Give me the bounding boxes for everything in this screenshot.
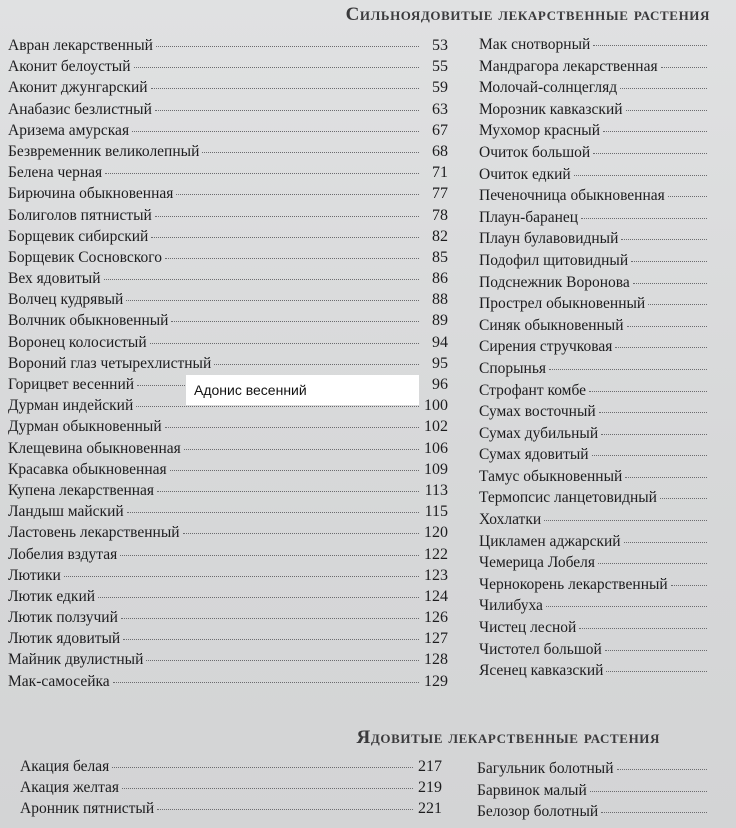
index-entry <box>479 166 736 188</box>
dot-leader <box>668 196 707 197</box>
dot-leader <box>64 576 419 577</box>
entry-page-number: 217 <box>418 758 442 775</box>
entry-name: Мандрагора лекарственная <box>479 57 658 75</box>
index-entry <box>479 360 736 382</box>
entry-name: Волчник обыкновенный <box>8 312 169 330</box>
dot-leader <box>156 46 419 47</box>
entry-name: Мак снотворный <box>479 36 591 53</box>
index-entry <box>479 187 736 209</box>
dot-leader <box>112 767 413 768</box>
dot-leader <box>104 279 419 280</box>
dot-leader <box>132 131 419 132</box>
dot-leader <box>589 391 707 392</box>
dot-leader <box>113 682 419 683</box>
entry-name: Болиголов пятнистый <box>8 206 152 224</box>
dot-leader <box>146 660 419 661</box>
entry-name: Сумах ядовитый <box>479 446 589 464</box>
entry-name: Ясенец кавказский <box>479 662 604 680</box>
entry-name: Чилибуха <box>479 597 543 615</box>
index-entry <box>8 249 448 270</box>
index-entry <box>479 597 736 619</box>
entry-page-number: 127 <box>424 630 448 648</box>
index-entry <box>479 122 736 144</box>
index-entry <box>479 274 736 296</box>
entry-name: Чистец лесной <box>479 619 577 637</box>
index-entry <box>479 403 736 425</box>
dot-leader <box>671 585 707 586</box>
entry-page-number: 82 <box>432 227 448 245</box>
section-title-strong: Сильноядовитые лекарственные растения <box>345 4 710 25</box>
dot-leader <box>150 343 419 344</box>
index-entry <box>479 252 736 274</box>
dot-leader <box>151 88 419 89</box>
dot-leader <box>592 455 707 456</box>
entry-name: Вех ядовитый <box>8 270 101 288</box>
entry-name: Горицвет весенний <box>8 376 135 393</box>
dot-leader <box>105 173 419 174</box>
entry-name: Прострел обыкновенный <box>479 295 646 313</box>
entry-name: Подснежник Воронова <box>479 273 630 291</box>
index-column-left <box>8 37 448 694</box>
dot-leader <box>165 258 419 259</box>
index-entry <box>8 609 448 630</box>
entry-name: Тамус обыкновенный <box>479 467 623 485</box>
entry-name: Плаун-баранец <box>479 208 579 226</box>
index-entry <box>477 782 736 804</box>
entry-page-number: 89 <box>432 312 448 330</box>
dot-leader <box>157 809 413 810</box>
index-entry <box>477 760 736 782</box>
entry-name: Лютики <box>8 566 61 584</box>
dot-leader <box>98 597 419 598</box>
entry-page-number: 219 <box>418 779 442 797</box>
entry-name: Мухомор красный <box>479 122 600 140</box>
dot-leader <box>544 520 707 521</box>
entry-page-number: 67 <box>432 121 448 139</box>
entry-page-number: 129 <box>424 672 448 690</box>
dot-leader <box>593 153 707 154</box>
index-column-left-2 <box>20 758 442 822</box>
index-entry <box>8 58 448 79</box>
entry-page-number: 77 <box>432 185 448 203</box>
section-title-poison: Ядовитые лекарственные растения <box>356 727 660 748</box>
index-entry <box>479 79 736 101</box>
dot-leader <box>574 175 707 176</box>
entry-name: Лобелия вздутая <box>8 545 118 563</box>
dot-leader <box>590 791 707 792</box>
index-entry <box>479 144 736 166</box>
entry-name: Цикламен аджарский <box>479 532 621 550</box>
entry-page-number: 124 <box>424 587 448 605</box>
index-entry <box>479 554 736 576</box>
dot-leader <box>648 304 707 305</box>
entry-name: Анабазис безлистный <box>8 100 152 118</box>
entry-page-number: 94 <box>432 333 448 351</box>
entry-page-number: 122 <box>424 545 448 563</box>
index-entry <box>479 468 736 490</box>
index-entry <box>20 758 442 779</box>
entry-name: Борщевик сибирский <box>8 227 149 245</box>
index-entry <box>8 291 448 312</box>
entry-name: Воронец колосистый <box>8 333 147 351</box>
dot-leader <box>126 300 419 301</box>
entry-name: Красавка обыкновенная <box>8 460 167 478</box>
entry-name: Лютик ползучий <box>8 609 118 627</box>
dot-leader <box>165 427 419 428</box>
entry-page-number: 88 <box>432 291 448 309</box>
entry-page-number: 115 <box>424 503 448 521</box>
index-entry <box>8 79 448 100</box>
dot-leader <box>599 412 707 413</box>
index-entry <box>20 800 442 821</box>
dot-leader <box>633 283 707 284</box>
entry-page-number: 68 <box>432 142 448 160</box>
entry-name: Клещевина обыкновенная <box>8 439 181 457</box>
entry-page-number: 123 <box>424 566 448 584</box>
dot-leader <box>601 812 707 813</box>
entry-page-number: 113 <box>424 481 448 499</box>
index-entry <box>479 338 736 360</box>
index-entry <box>8 546 448 567</box>
entry-page-number: 86 <box>432 270 448 288</box>
index-entry <box>8 143 448 164</box>
index-entry <box>479 641 736 663</box>
index-column-right <box>479 36 736 684</box>
index-entry <box>479 317 736 339</box>
entry-name: Барвинок малый <box>477 781 587 799</box>
entry-name: Молочай-солнцегляд <box>479 79 618 97</box>
dot-leader <box>603 131 707 132</box>
index-entry <box>8 228 448 249</box>
entry-name: Подофил щитовидный <box>479 251 629 269</box>
entry-page-number: 63 <box>432 100 448 118</box>
index-entry <box>8 630 448 651</box>
entry-name: Аризема амурская <box>8 121 130 139</box>
entry-name: Аконит белоустый <box>8 58 131 76</box>
dot-leader <box>621 239 707 240</box>
entry-name: Сумах дубильный <box>479 424 599 442</box>
index-entry <box>479 489 736 511</box>
dot-leader <box>120 555 419 556</box>
entry-name: Сумах восточный <box>479 403 596 421</box>
entry-page-number: 95 <box>432 354 448 372</box>
entry-name: Акация белая <box>20 758 110 775</box>
index-entry <box>8 651 448 672</box>
entry-name: Очиток едкий <box>479 165 571 183</box>
entry-page-number: 53 <box>432 37 448 54</box>
dot-leader <box>660 498 707 499</box>
dot-leader <box>627 326 708 327</box>
index-entry <box>479 576 736 598</box>
index-entry <box>479 295 736 317</box>
index-entry <box>479 619 736 641</box>
index-entry <box>8 588 448 609</box>
entry-name: Авран лекарственный <box>8 37 153 54</box>
entry-name: Купена лекарственная <box>8 481 155 499</box>
dot-leader <box>617 769 708 770</box>
entry-page-number: 120 <box>424 524 448 542</box>
dot-leader <box>176 194 419 195</box>
entry-name: Лютик едкий <box>8 587 96 605</box>
index-entry <box>479 425 736 447</box>
index-entry <box>8 418 448 439</box>
entry-name: Бирючина обыкновенная <box>8 185 174 203</box>
index-column-right-2 <box>477 760 736 825</box>
index-entry <box>8 524 448 545</box>
index-entry <box>8 482 448 503</box>
dot-leader <box>601 434 707 435</box>
dot-leader <box>170 470 419 471</box>
entry-name: Хохлатки <box>479 511 542 529</box>
entry-name: Вороний глаз четырехлистный <box>8 354 212 372</box>
index-entry <box>479 101 736 123</box>
index-entry <box>8 37 448 58</box>
entry-name: Чернокорень лекарственный <box>479 575 668 593</box>
entry-page-number: 100 <box>424 397 448 415</box>
dot-leader <box>620 88 707 89</box>
entry-page-number: 71 <box>432 164 448 182</box>
entry-name: Очиток большой <box>479 143 591 161</box>
entry-page-number: 59 <box>432 79 448 97</box>
entry-name: Борщевик Сосновского <box>8 248 162 266</box>
index-entry <box>8 185 448 206</box>
entry-name: Аронник пятнистый <box>20 800 155 818</box>
dot-leader <box>136 406 419 407</box>
index-entry <box>479 533 736 555</box>
dot-leader <box>155 110 419 111</box>
index-entry <box>8 164 448 185</box>
dot-leader <box>171 321 419 322</box>
dot-leader <box>134 67 420 68</box>
dot-leader <box>202 152 419 153</box>
entry-name: Спорынья <box>479 359 547 377</box>
entry-page-number: 78 <box>432 206 448 224</box>
entry-name: Синяк обыкновенный <box>479 316 624 334</box>
entry-page-number: 106 <box>424 439 448 457</box>
index-entry <box>8 503 448 524</box>
index-entry <box>479 382 736 404</box>
dot-leader <box>593 45 707 46</box>
entry-page-number: 85 <box>432 248 448 266</box>
dot-leader <box>624 542 707 543</box>
entry-name: Печеночница обыкновенная <box>479 187 665 205</box>
index-entry <box>479 36 736 58</box>
entry-name: Чемерица Лобеля <box>479 554 596 572</box>
entry-name: Волчец кудрявый <box>8 291 124 309</box>
entry-page-number: 96 <box>432 376 448 393</box>
entry-name: Чистотел большой <box>479 640 602 658</box>
index-entry <box>8 440 448 461</box>
index-entry <box>479 58 736 80</box>
index-entry <box>479 446 736 468</box>
index-entry <box>479 511 736 533</box>
dot-leader <box>157 491 419 492</box>
entry-name: Безвременник великолепный <box>8 142 200 160</box>
entry-name: Сирения стручковая <box>479 338 613 356</box>
dot-leader <box>579 628 707 629</box>
entry-name: Аконит джунгарский <box>8 79 148 97</box>
dot-leader <box>626 110 707 111</box>
dot-leader <box>625 477 707 478</box>
index-entry <box>477 803 736 825</box>
entry-name: Дурман индейский <box>8 397 134 415</box>
index-entry <box>8 355 448 376</box>
index-entry <box>8 461 448 482</box>
index-entry <box>8 270 448 291</box>
dot-leader <box>605 650 707 651</box>
entry-name: Майник двулистный <box>8 651 144 669</box>
entry-page-number: 109 <box>424 460 448 478</box>
index-entry <box>479 230 736 252</box>
entry-page-number: 221 <box>418 800 442 818</box>
index-entry <box>20 779 442 800</box>
dot-leader <box>581 218 707 219</box>
dot-leader <box>151 237 419 238</box>
dot-leader <box>615 347 707 348</box>
entry-name: Дурман обыкновенный <box>8 418 162 436</box>
dot-leader <box>606 671 707 672</box>
dot-leader <box>123 639 419 640</box>
dot-leader <box>183 533 419 534</box>
dot-leader <box>661 67 707 68</box>
dot-leader <box>546 606 707 607</box>
index-entry <box>8 673 448 694</box>
entry-name: Морозник кавказский <box>479 100 623 118</box>
dot-leader <box>127 512 419 513</box>
index-entry <box>8 334 448 355</box>
entry-name: Ластовень лекарственный <box>8 524 180 542</box>
index-entry <box>8 122 448 143</box>
dot-leader <box>122 788 413 789</box>
entry-name: Строфант комбе <box>479 381 587 399</box>
overlay-label: Адонис весенний <box>186 375 419 405</box>
entry-name: Ландыш майский <box>8 503 124 521</box>
entry-page-number: 128 <box>424 651 448 669</box>
dot-leader <box>184 449 419 450</box>
index-entry <box>479 209 736 231</box>
dot-leader <box>549 369 707 370</box>
entry-name: Акация желтая <box>20 779 120 797</box>
entry-page-number: 55 <box>432 58 448 76</box>
index-entry <box>8 567 448 588</box>
entry-name: Белена черная <box>8 164 103 182</box>
dot-leader <box>121 618 419 619</box>
entry-name: Мак-самосейка <box>8 672 110 690</box>
index-entry <box>8 207 448 228</box>
dot-leader <box>214 364 419 365</box>
dot-leader <box>631 261 707 262</box>
dot-leader <box>155 216 419 217</box>
entry-name: Лютик ядовитый <box>8 630 121 648</box>
entry-name: Плаун булавовидный <box>479 230 619 248</box>
index-entry <box>479 662 736 684</box>
entry-name: Термопсис ланцетовидный <box>479 489 657 507</box>
entry-name: Багульник болотный <box>477 760 614 777</box>
entry-page-number: 102 <box>424 418 448 436</box>
index-entry <box>8 312 448 333</box>
entry-page-number: 126 <box>424 609 448 627</box>
index-entry <box>8 101 448 122</box>
dot-leader <box>598 563 707 564</box>
entry-name: Белозор болотный <box>477 803 599 821</box>
